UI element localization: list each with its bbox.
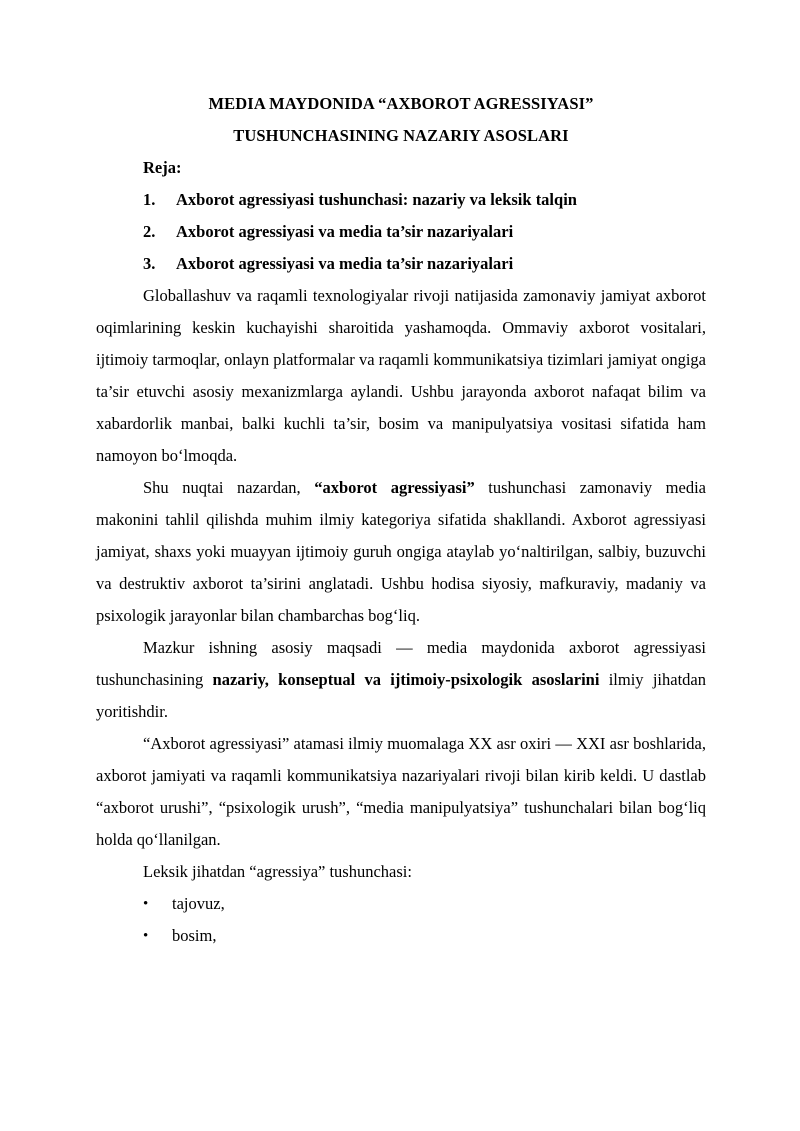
plan-item-label: Axborot agressiyasi va media ta’sir nazariyalari bbox=[176, 254, 514, 273]
plan-list-item-1 bbox=[96, 184, 706, 216]
plan-item-number: 2. bbox=[143, 222, 156, 241]
page-title-line-1: MEDIA MAYDONIDA “AXBOROT AGRESSIYASI” bbox=[208, 94, 594, 113]
plan-item-number: 3. bbox=[143, 254, 156, 273]
plan-item-label: Axborot agressiyasi va media ta’sir nazariyalari bbox=[176, 222, 514, 241]
body-text: Leksik jihatdan “agressiya” tushunchasi: bbox=[143, 862, 412, 881]
page-title-line-2: TUSHUNCHASINING NAZARIY ASOSLARI bbox=[233, 126, 569, 145]
page-title bbox=[96, 88, 706, 152]
bullet-list-item-2 bbox=[96, 920, 706, 952]
paragraph-globallashuv bbox=[96, 280, 706, 472]
body-text: “Axborot agressiyasi” atamasi ilmiy muomalaga XX asr oxiri — XXI asr boshlarida, axborot jamiyati va raqamli kommunikatsiya nazariyalari rivoji bilan kirib keldi. U dastlab “axborot urushi”, “psixologik urush”, “media manipulyatsiya” tushunchalari bilan bog‘liq holda qo‘llanilgan. bbox=[96, 734, 706, 849]
paragraph-atama-tarixi bbox=[96, 728, 706, 856]
body-text: tushunchasi zamonaviy media makonini tahlil qilishda muhim ilmiy kategoriya sifatida shakllandi. Axborot agressiyasi jamiyat, shaxs yoki muayyan ijtimoiy guruh ongiga ataylab yo‘naltirilgan, salbiy, buzuvchi va destruktiv axborot ta’sirini anglatadi. Ushbu hodisa siyosiy, mafkuraviy, madaniy va psixologik jarayonlar bilan chambarchas bog‘liq. bbox=[96, 478, 706, 625]
paragraph-leksik-jihatdan bbox=[96, 856, 706, 888]
body-text: ilmiy jihatdan yoritishdir. bbox=[96, 670, 706, 721]
emphasis-text: nazariy, konseptual va ijtimoiy-psixologik asoslarini bbox=[212, 670, 600, 689]
emphasis-text: “axborot agressiyasi” bbox=[314, 478, 475, 497]
paragraph-shu-nuqtai bbox=[96, 472, 706, 632]
body-text: Mazkur ishning asosiy maqsadi — media maydonida axborot agressiyasi tushunchasining bbox=[96, 638, 706, 689]
document-body bbox=[96, 88, 706, 952]
paragraph-mazkur-ishning bbox=[96, 632, 706, 728]
body-text: Globallashuv va raqamli texnologiyalar rivoji natijasida zamonaviy jamiyat axborot oqimlarining keskin kuchayishi sharoitida yashamoqda. Ommaviy axborot vositalari, ijtimoiy tarmoqlar, onlayn platformalar va raqamli kommunikatsiya tizimlari jamiyat ongiga ta’sir etuvchi asosiy mexanizmlarga aylandi. Ushbu jarayonda axborot nafaqat bilim va xabardorlik manbai, balki kuchli ta’sir, bosim va manipulyatsiya vositasi sifatida ham namoyon bo‘lmoqda. bbox=[96, 286, 706, 465]
plan-list-item-3 bbox=[96, 248, 706, 280]
body-text: Shu nuqtai nazardan, bbox=[143, 478, 315, 497]
bullet-list-item-1 bbox=[96, 888, 706, 920]
bullet-point-icon: • bbox=[143, 928, 149, 944]
plan-list bbox=[96, 184, 706, 280]
plan-heading: Reja: bbox=[143, 158, 182, 177]
plan-item-label: Axborot agressiyasi tushunchasi: nazariy va leksik talqin bbox=[176, 190, 577, 209]
plan-list-item-2 bbox=[96, 216, 706, 248]
lexical-bullet-list bbox=[96, 888, 706, 952]
bullet-item-label: tajovuz, bbox=[172, 894, 225, 913]
bullet-item-label: bosim, bbox=[172, 926, 217, 945]
plan-item-number: 1. bbox=[143, 190, 156, 209]
bullet-point-icon: • bbox=[143, 896, 149, 912]
